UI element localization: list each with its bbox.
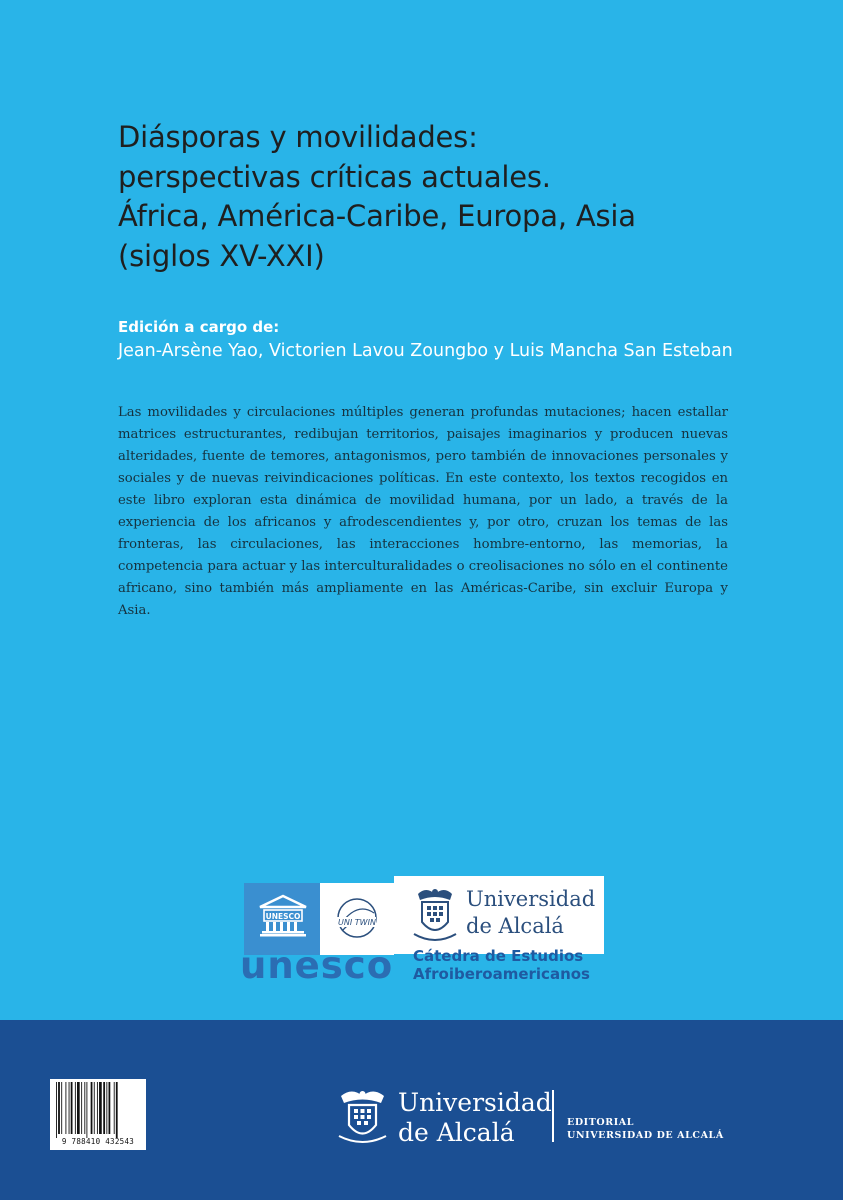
- blurb-text: [118, 402, 728, 622]
- uah-name: [466, 886, 595, 940]
- title-line-4: (siglos XV-XXI): [118, 238, 325, 273]
- editors-label: Edición a cargo de:: [118, 318, 280, 336]
- editors-names: Jean-Arsène Yao, Victorien Lavou Zoungbo y Luis Mancha San Esteban: [118, 341, 733, 361]
- title-line-1: Diásporas y movilidades:: [118, 120, 478, 154]
- footer-divider: [552, 1090, 554, 1142]
- catedra-line-2: Afroiberoamericanos: [413, 965, 590, 983]
- svg-text:UNESCO: UNESCO: [265, 912, 301, 921]
- book-title: [118, 118, 798, 276]
- footer-uah-line-1: Universidad: [398, 1088, 552, 1117]
- catedra-name: [413, 947, 590, 983]
- title-line-3: África, América-Caribe, Europa, Asia: [118, 199, 636, 233]
- uah-name-line-1: Universidad: [466, 887, 596, 911]
- barcode-icon: [55, 1082, 141, 1138]
- blurb-paragraph: Las movilidades y circulaciones múltiples generan profundas mutaciones; hacen estallar matrices estructurantes, redibujan territorios, paisajes imaginarios y producen nuevas alteridades, fuente de temores, antagonismos, pero también de innovaciones personales y sociales y de nuevas reivindicaciones políticas. En este contexto, los textos recogidos en este libro exploran esta dinámica de movilidad humana, por un lado, a través de la experiencia de los africanos y afrodescendientes y, por otro, cruzan los temas de las fronteras, las circulaciones, las interacciones hombre-entorno, las memorias, la competencia para actuar y las interculturalidades o creolisaciones no sólo en el continente africano, sino también más ampliamente en las Américas-Caribe, sin excluir Europa y Asia.: [118, 405, 728, 618]
- editorial-line-1: EDITORIAL: [567, 1117, 635, 1128]
- uah-name-line-2: de Alcalá: [466, 914, 564, 938]
- editors-block: [118, 316, 733, 364]
- footer-uah-line-2: de Alcalá: [398, 1118, 515, 1147]
- uah-crest-icon: [410, 884, 460, 946]
- unesco-temple-icon: [258, 893, 308, 937]
- editorial-name: [567, 1116, 724, 1142]
- unitwin-logo-icon: [326, 893, 388, 948]
- svg-text:UNI TWIN: UNI TWIN: [338, 918, 376, 927]
- editorial-line-2: UNIVERSIDAD DE ALCALÁ: [567, 1130, 724, 1141]
- catedra-line-1: Cátedra de Estudios: [413, 947, 584, 965]
- title-line-2: perspectivas críticas actuales.: [118, 159, 551, 194]
- unesco-wordmark: unesco: [240, 944, 394, 987]
- footer-uah-name: [398, 1088, 552, 1148]
- footer-uah-crest-icon: [335, 1086, 390, 1146]
- isbn-digits: 9 788410 432543: [61, 1137, 135, 1146]
